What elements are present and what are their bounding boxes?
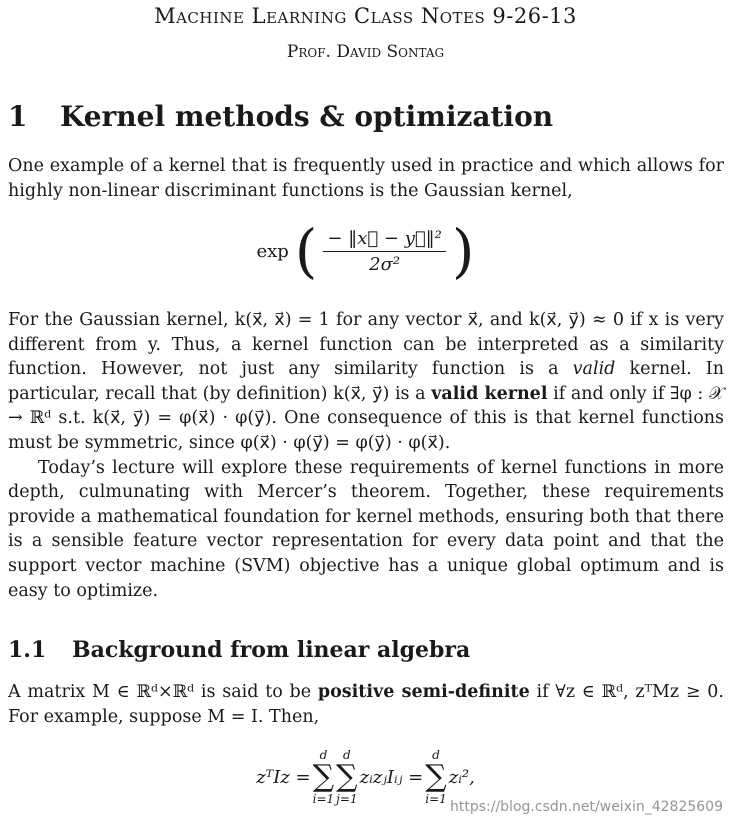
sum-rhs-lower: i=1: [425, 792, 447, 806]
subsection-heading: [8, 637, 470, 663]
sum-j-lower: j=1: [336, 792, 358, 806]
psd-text-b: if ∀z ∈ ℝᵈ, zᵀMz ≥ 0. For example, suppose M = I. Then,: [8, 682, 724, 727]
sum-i: [313, 748, 335, 806]
sum-rhs-upper: d: [432, 748, 440, 762]
kernel-text-a: For the Gaussian kernel, k(x⃗, x⃗) = 1 for any vector x⃗, and k(x⃗, y⃗) ≈ 0 if x is very different from y. Thus, a kernel function can be interpreted as a similarity function. However, not just any similarity function is a: [8, 310, 724, 380]
psd-text: [8, 680, 724, 729]
right-paren: ): [451, 217, 475, 285]
section-number: 1: [8, 100, 28, 133]
section-heading: [8, 100, 553, 133]
eq-rhs: zᵢ²,: [448, 766, 475, 788]
psd-paragraph: [8, 680, 724, 729]
subsection-title: Background from linear algebra: [72, 637, 471, 663]
left-paren: (: [294, 217, 318, 285]
section-title: Kernel methods & optimization: [60, 100, 554, 133]
eq-lhs: zᵀIz =: [256, 766, 311, 788]
sum-i-upper: d: [319, 748, 328, 762]
intro-paragraph: [8, 154, 724, 203]
fraction: [323, 228, 445, 275]
watermark: https://blog.csdn.net/weixin_42825609: [449, 799, 723, 815]
sum-i-lower: i=1: [312, 792, 335, 806]
fraction-denominator: 2σ²: [369, 253, 401, 275]
lecture-paragraph: Today’s lecture will explore these requirements of kernel functions in more depth, culmunating with Mercer’s theorem. Together, these requirements provide a mathematical foundation for kernel methods, ensuring both that there is a sensible feature vector representation for every data point and that the support vector machine (SVM) objective has a unique global optimum and is easy to optimize.: [8, 457, 724, 601]
psd-bold: positive semi-definite: [317, 682, 530, 702]
sum-i-rhs: [425, 748, 447, 806]
kernel-text-c: if and only if ∃φ : 𝒳 → ℝᵈ s.t. k(x⃗, y⃗) = φ(x⃗) · φ(y⃗). One consequence of this is that kernel functions must be symmetric, since φ(x⃗) · φ(y⃗) = φ(y⃗) · φ(x⃗).: [8, 383, 724, 453]
valid-italic: valid: [572, 359, 616, 380]
subsection-number: 1.1: [8, 637, 47, 663]
fraction-numerator: − ‖x⃗ − y⃗‖²: [323, 228, 445, 252]
sigma-symbol: ∑: [312, 759, 335, 794]
body-paragraphs: [8, 308, 724, 603]
exp-label: exp: [256, 240, 289, 262]
kernel-paragraph: [8, 308, 724, 456]
psd-text-a: A matrix M ∈ ℝᵈ×ℝᵈ is said to be: [8, 682, 318, 702]
eq-mid: zᵢzⱼIᵢⱼ =: [359, 766, 424, 788]
sum-j: [336, 748, 357, 806]
document-title: Machine Learning Class Notes 9-26-13: [154, 4, 577, 28]
intro-text: One example of a kernel that is frequently used in practice and which allows for highly non-linear discriminant functions is the Gaussian kernel,: [8, 156, 724, 201]
kernel-text-b: kernel. In particular, recall that (by definition) k(x⃗, y⃗) is a: [8, 359, 724, 404]
sigma-symbol: ∑: [425, 759, 447, 794]
gaussian-kernel-equation: [0, 217, 731, 292]
sum-j-upper: d: [343, 748, 351, 762]
sigma-symbol: ∑: [336, 759, 358, 794]
valid-kernel-bold: valid kernel: [431, 383, 548, 404]
document-author: Prof. David Sontag: [286, 42, 445, 62]
